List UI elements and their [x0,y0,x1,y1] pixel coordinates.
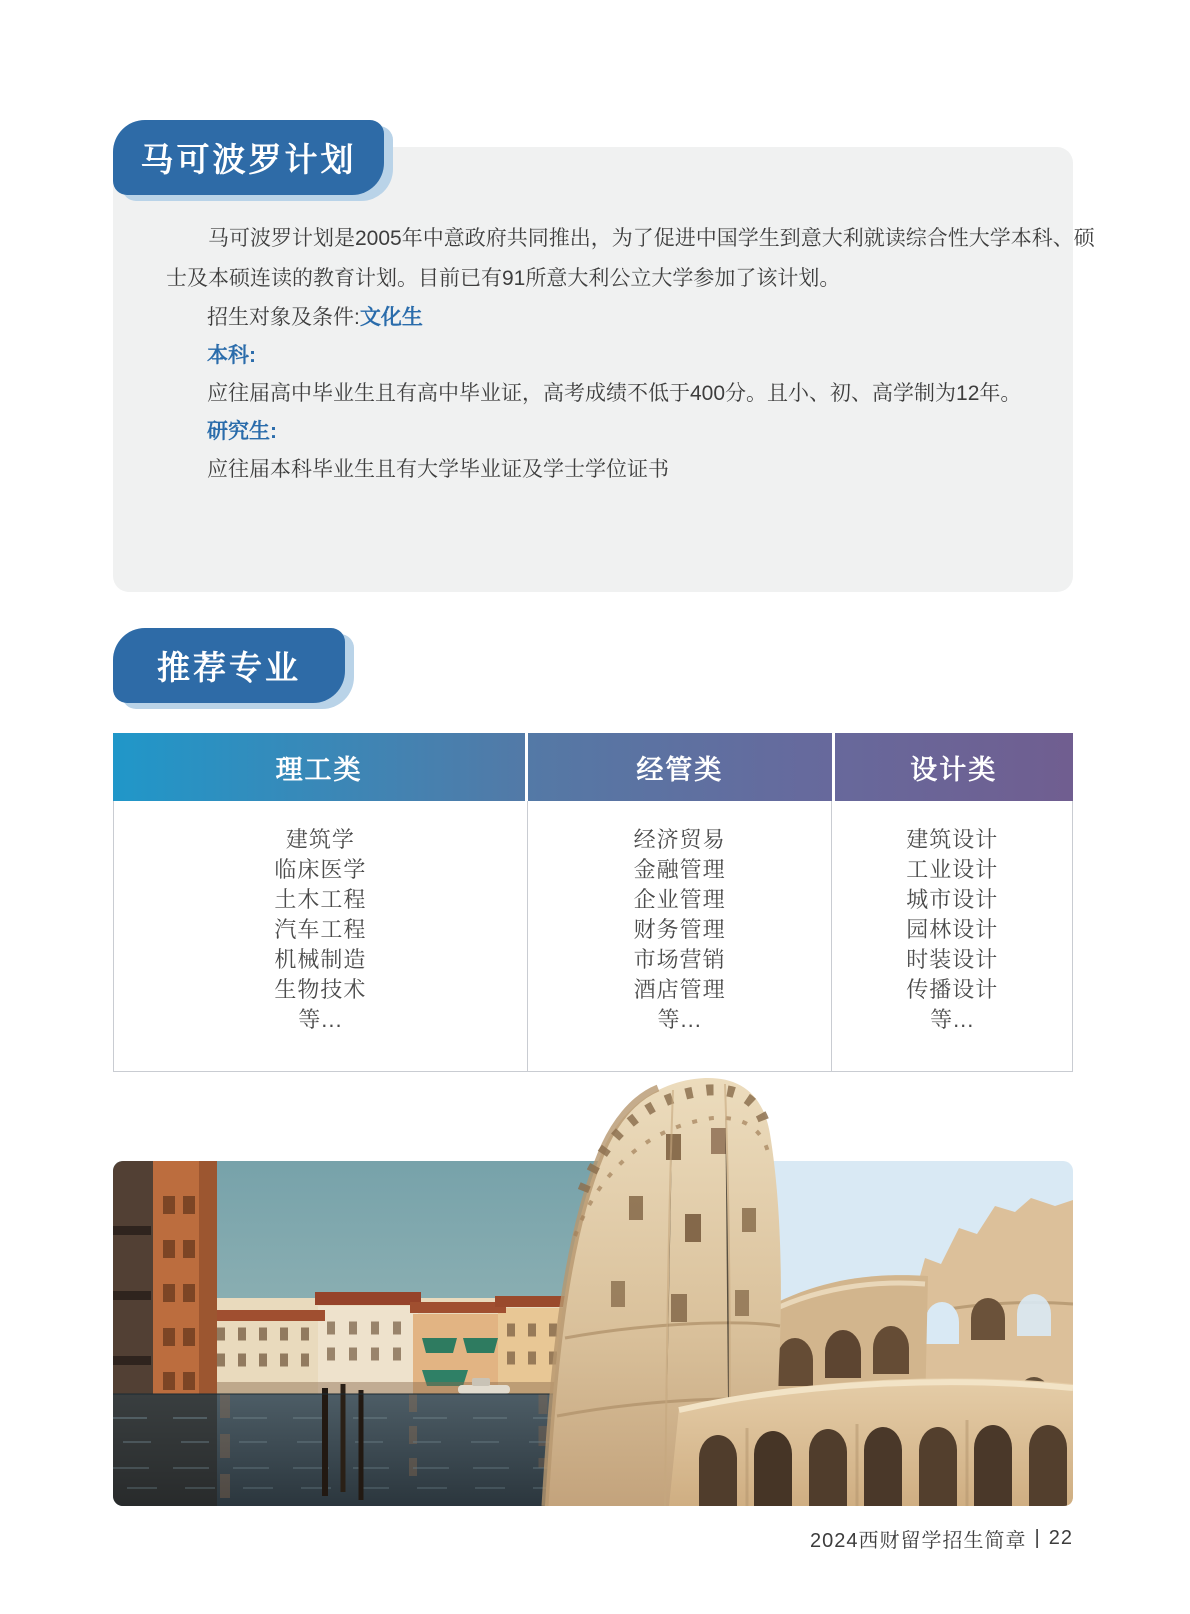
major-item: 建筑学 [285,827,355,852]
target-label: 招生对象及条件: [207,306,360,329]
marco-polo-badge [113,120,384,195]
footer-page-number: 22 [1048,1527,1073,1549]
major-item: 等... [930,1007,975,1032]
bachelor-requirement: 应往届高中毕业生且有高中毕业证，高考成绩不低于400分。且小、初、高学制为12年。 [207,382,1022,405]
footer-title: 2024西财留学招生简章 [810,1530,1027,1552]
major-item: 金融管理 [633,857,726,882]
target-value: 文化生 [359,306,423,329]
column-header-design: 设计类 [910,754,998,785]
marco-polo-info-content [166,219,1095,489]
column-science [114,801,528,1071]
column-header-business: 经管类 [528,733,834,801]
majors-table-body [113,801,1073,1072]
footer-separator: | [1034,1527,1041,1549]
master-requirement: 应往届本科毕业生且有大学毕业证及学士学位证书 [207,458,669,481]
bachelor-label: 本科: [207,344,256,367]
major-item: 企业管理 [633,887,726,912]
intro-paragraph-line-2: 士及本硕连读的教育计划。目前已有91所意大利公立大学参加了该计划。 [166,267,841,290]
target-line [207,299,1033,337]
major-item: 经济贸易 [633,827,726,852]
marco-polo-info-box [113,147,1095,592]
major-item: 土木工程 [274,887,367,912]
major-item: 园林设计 [906,917,999,942]
marco-polo-badge-label: 马可波罗计划 [140,141,357,178]
recommended-majors-badge-label: 推荐专业 [157,649,301,686]
major-item: 等... [298,1007,343,1032]
major-item: 传播设计 [906,977,999,1002]
column-header-science: 理工类 [113,733,528,801]
recommended-majors-badge [113,628,345,703]
photo-collage [113,1076,1073,1506]
intro-paragraph-line-1: 马可波罗计划是2005年中意政府共同推出，为了促进中国学生到意大利就读综合性大学本科、硕 [208,227,1095,250]
major-item: 酒店管理 [633,977,726,1002]
major-item: 城市设计 [906,887,999,912]
column-business [528,801,833,1071]
major-item: 汽车工程 [274,917,367,942]
major-item: 生物技术 [274,977,367,1002]
major-item: 建筑设计 [906,827,999,852]
majors-table [113,733,1073,1072]
master-label: 研究生: [207,420,277,443]
major-item: 财务管理 [633,917,726,942]
major-item: 等... [657,1007,702,1032]
major-item: 机械制造 [274,947,367,972]
major-item: 时装设计 [906,947,999,972]
major-item: 临床医学 [274,857,367,882]
major-item: 市场营销 [633,947,726,972]
major-item: 工业设计 [906,857,999,882]
column-design [832,801,1072,1071]
page-footer [810,1524,1073,1553]
italy-photo-illustration [113,1076,1073,1506]
majors-table-header [113,733,1073,801]
